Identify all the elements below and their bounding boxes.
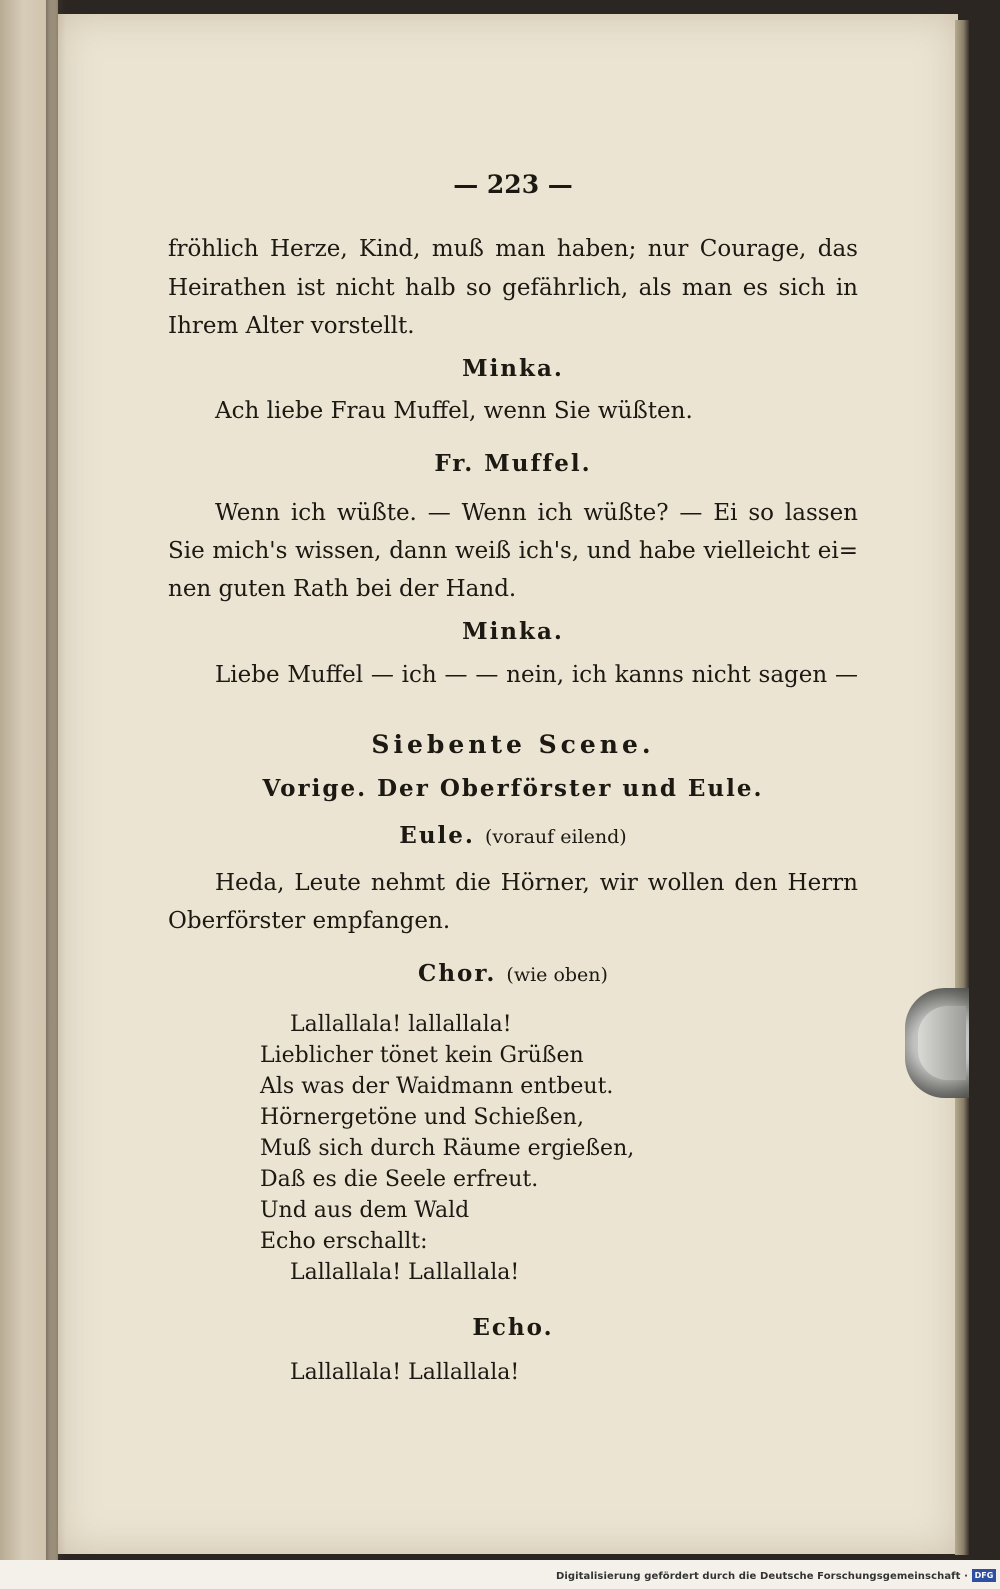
text-line: Heda, Leute nehmt die Hörner, wir wollen den Herrn	[215, 870, 858, 896]
verse-line: Lallallala! Lallallala!	[290, 1360, 520, 1385]
page-number: — 223 —	[453, 170, 573, 199]
verse-line: Daß es die Seele erfreut.	[260, 1167, 539, 1192]
page-stack-edge	[955, 20, 969, 1555]
text-line: nen guten Rath bei der Hand.	[168, 576, 517, 602]
verse-line: Lallallala! lallallala!	[290, 1012, 512, 1037]
speaker-name: Minka.	[462, 618, 564, 645]
verse-line: Echo erschallt:	[260, 1229, 428, 1254]
text-line: Ach liebe Frau Muffel, wenn Sie wüßten.	[215, 398, 693, 424]
verse-line: Muß sich durch Räume ergießen,	[260, 1136, 635, 1161]
verse-line: Und aus dem Wald	[260, 1198, 470, 1223]
speaker-name: Chor.	[418, 960, 497, 987]
speaker-name: Eule.	[399, 822, 475, 849]
text-line: Heirathen ist nicht halb so gefährlich, als man es sich in	[168, 275, 858, 301]
stage-direction: (vorauf eilend)	[484, 826, 627, 848]
verse-line: Lallallala! Lallallala!	[290, 1260, 520, 1285]
scene-persons: Vorige. Der Oberförster und Eule.	[262, 775, 764, 802]
verse-line: Als was der Waidmann entbeut.	[260, 1074, 614, 1099]
book-gutter	[46, 0, 66, 1560]
text-line: Ihrem Alter vorstellt.	[168, 313, 415, 339]
scene-title: Siebente Scene.	[371, 730, 655, 759]
text-line: Sie mich's wissen, dann weiß ich's, und habe vielleicht ei=	[168, 538, 858, 564]
speaker-name: Echo.	[472, 1314, 554, 1341]
text-line: Liebe Muffel — ich — — nein, ich kanns nicht sagen —	[215, 662, 858, 688]
verse-line: Lieblicher tönet kein Grüßen	[260, 1043, 584, 1068]
text-line: Oberförster empfangen.	[168, 908, 451, 934]
dfg-logo: DFG	[972, 1569, 996, 1582]
verse-line: Hörnergetöne und Schießen,	[260, 1105, 584, 1130]
speaker-line	[168, 822, 858, 849]
page-clip-inner	[918, 1006, 966, 1080]
speaker-line	[168, 960, 858, 987]
stage-direction: (wie oben)	[506, 964, 608, 986]
speaker-name: Minka.	[462, 355, 564, 382]
digitization-credit: Digitalisierung gefördert durch die Deutsche Forschungsgemeinschaft ·	[555, 1571, 968, 1582]
text-line: fröhlich Herze, Kind, muß man haben; nur Courage, das	[168, 236, 858, 262]
text-line: Wenn ich wüßte. — Wenn ich wüßte? — Ei so lassen	[215, 500, 858, 526]
speaker-name: Fr. Muffel.	[434, 450, 592, 477]
